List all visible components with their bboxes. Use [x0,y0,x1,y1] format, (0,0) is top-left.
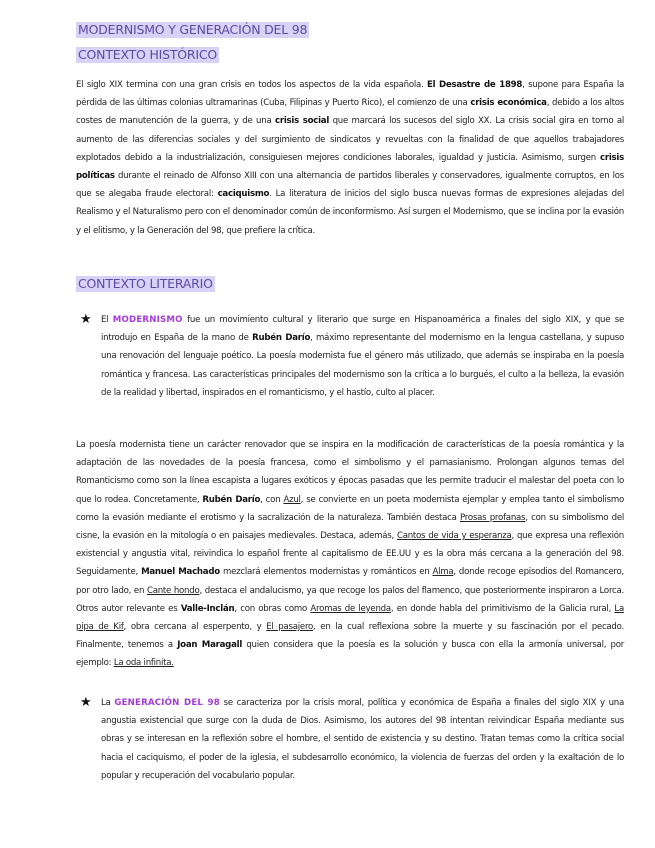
bold-term: crisis social [275,116,330,127]
modernismo-bullet-text [101,311,624,402]
historic-paragraph [76,76,624,240]
text-run: La [101,698,115,708]
work-title: Aromas de leyenda [310,603,391,614]
bold-term: Manuel Machado [141,567,220,578]
generacion-bullet [76,694,624,785]
heading-historic-context: CONTEXTO HISTÓRICO [78,47,218,62]
work-title: Cante hondo [146,585,200,596]
text-run: mezclará elementos modernistas y románticos en [219,567,433,578]
generacion-bullet-text [101,694,624,785]
modernismo-bullet [76,311,624,402]
movement-keyword: MODERNISMO [112,315,183,325]
bold-term: crisis políticas [76,152,624,182]
text-run: El [101,315,113,325]
text-run: durante el reinado de Alfonso XIII con una alternancia de partidos liberales y conservadores, igualmente corruptos, en los que se alegaba fraude electoral: [76,171,624,200]
text-run: , en la cual reflexiona sobre la muerte y su fascinación por el pecado. Finalmente, tenemos a [76,622,624,651]
text-run: fue un movimiento cultural y literario que surge en Hispanoamérica a finales del siglo XIX, y que se introdujo en España de la mano de [101,315,624,344]
text-run: , donde recoge episodios del Romancero, por otro lado, en [76,567,625,596]
text-run: , se convierte en un poeta modernista ejemplar y emplea tanto el simbolismo como la evasión mediante el erotismo y la sacralización de la naturaleza. También destaca [76,494,624,523]
work-title: Alma [432,567,454,578]
text-run: , en donde habla del primitivismo de la Galicia rural, [390,603,615,614]
bold-term: El Desastre de 1898 [426,80,523,90]
text-run: , con su simbolismo del cisne, la evasión en la mitología o en paisajes medievales. Destaca, además, [76,512,625,542]
bold-term: Valle-Inclán [180,603,235,614]
text-run: , con [260,494,284,505]
star-bullet-icon: ★ [80,695,92,710]
heading-literary-context: CONTEXTO LITERARIO [78,276,213,291]
poetry-paragraph [76,436,624,673]
work-title: La pipa de Kif [76,603,624,633]
star-bullet-icon: ★ [80,312,92,327]
text-run: , debido a los altos costes de manutención de la guerra, y de una [76,98,625,127]
movement-keyword: GENERACIÓN DEL 98 [114,698,220,708]
text-run: La poesía modernista tiene un carácter renovador que se inspira en la modificación de características de la poesía romántica y la adaptación de las novedades de la poesía francesa, como el simbolismo y el parnasianismo. Prolongan algunos temas del Romanticismo como son la línea escapista a lugares exóticos y épocas pasadas que les permite traducir el malestar del poeta con lo que lo rodea. Concretamente, [76,440,624,505]
bold-term: caciquismo [217,189,270,200]
work-title: Prosas profanas [460,512,526,523]
text-run: , máximo representante del modernismo en la lengua castellana, y supuso una renovación del lenguaje poético. La poesía modernista fue el género más utilizado, que además se inspiraba en la poesía romántica y francesa. Las características principales del modernismo son la crítica a lo burgués, el culto a la belleza, la evasión de la realidad y libertad, inspirados en el romanticismo, y el hastío, culto al placer. [101,333,625,398]
text-run: que marcará los sucesos del siglo XX. La crisis social gira en torno al aumento de las diferencias sociales y del surgimiento de sindicatos y revueltas con la finalidad de que aquellos trabajadores explotados debido a la industrialización, consiguiesen mejores condiciones laborales, igualdad y justicia. Asimismo, surgen [76,116,625,163]
text-run: El siglo XIX termina con una gran crisis en todos los aspectos de la vida española. [76,80,427,90]
text-run: . La literatura de inicios del siglo busca nuevas formas de expresiones alejadas del Realismo y el Naturalismo pero con el denominador común de inconformismo. Así surgen el Modernismo, que se inclina por la evasión y el elitismo, y la Generación del 98, que prefiere la crítica. [76,189,624,236]
work-title: El pasajero [266,622,314,633]
text-run: , obra cercana al esperpento, y [123,622,267,633]
work-title: Cantos de vida y esperanza [396,531,512,542]
bold-term: crisis económica [470,98,547,109]
text-run: quien considera que la poesía es la solución y busca con ella la armonía universal, por ejemplo: [76,640,624,669]
text-run: se caracteriza por la crisis moral, política y económica de España a finales del siglo XIX y una angustia existencial que surge con la duda de Dios. Asimismo, los autores del 98 intentan reivindicar España mediante sus obras y se interesan en la reflexión sobre el hombre, el sentido de existencia y su destino. Tratan temas como la crítica social hacia el caciquismo, el poder de la iglesia, el subdesarrollo económico, la violencia de fuerzas del orden y la exaltación de lo popular y recuperación del vocabulario popular. [101,698,624,781]
text-run: , que expresa una reflexión existencial y angustia vital, reivindica lo español frente al capitalismo de EE.UU y es la obra más cercana a la generación del 98. Seguidamente, [76,531,624,578]
document-title: MODERNISMO Y GENERACIÓN DEL 98 [78,22,308,37]
bold-term: Rubén Darío [252,333,311,344]
bold-term: Joan Maragall [177,640,243,651]
bold-term: Rubén Darío [202,494,261,505]
work-title: Azul [283,494,301,505]
text-run: , supone para España la pérdida de las últimas colonias ultramarinas (Cuba, Filipinas y Puerto Rico), el comienzo de una [76,80,624,109]
work-title: La oda infinita. [113,658,174,669]
text-run: , destaca el andalucismo, ya que recoge los palos del flamenco, que posteriormente inspiraron a Lorca. Otros autor relevante es [76,585,625,614]
text-run: , con obras como [234,603,311,614]
